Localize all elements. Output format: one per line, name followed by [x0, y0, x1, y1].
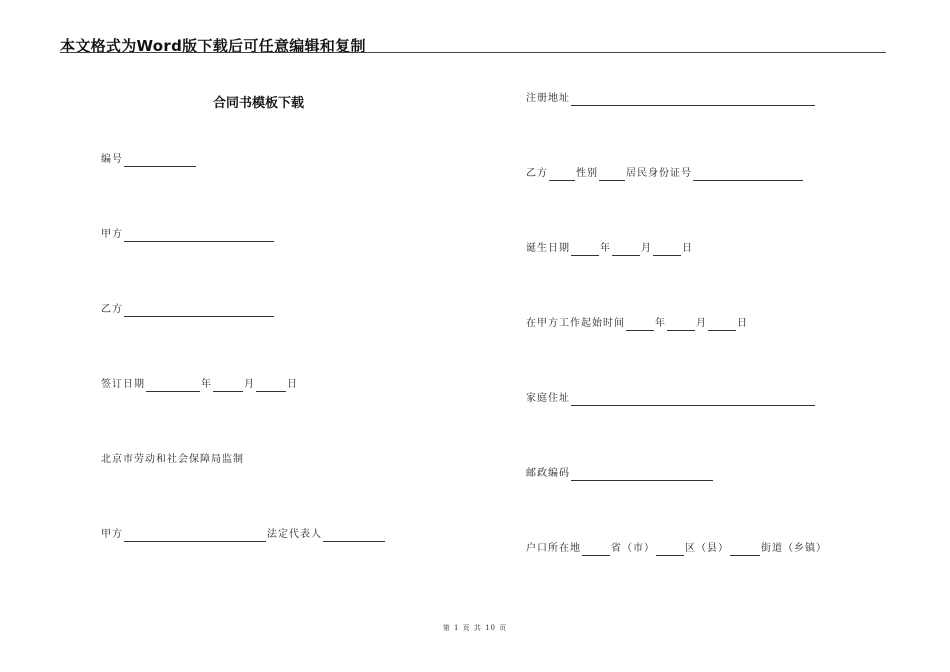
province-field[interactable]: [582, 544, 610, 556]
party-b-field[interactable]: [124, 305, 274, 317]
zip-code-row: [526, 467, 714, 481]
start-month-label: 月: [696, 318, 707, 329]
header-divider: [60, 52, 886, 53]
party-a-field[interactable]: [124, 230, 274, 242]
birth-date-row: [526, 242, 693, 256]
start-year-field[interactable]: [626, 319, 654, 331]
header-title: 本文格式为Word版下载后可任意编辑和复制: [60, 37, 366, 55]
birth-year-label: 年: [600, 243, 611, 254]
birth-month-label: 月: [641, 243, 652, 254]
legal-rep-field[interactable]: [323, 530, 385, 542]
gender-label: 性别: [576, 168, 598, 179]
home-address-label: 家庭住址: [526, 393, 570, 404]
party-b-label: 乙方: [101, 304, 123, 315]
id-label: 居民身份证号: [626, 168, 692, 179]
legal-rep-label: 法定代表人: [267, 529, 322, 540]
document-title: 合同书模板下载: [213, 96, 305, 111]
birth-label: 诞生日期: [526, 243, 570, 254]
start-year-label: 年: [655, 318, 666, 329]
street-label: 街道（乡镇）: [761, 543, 827, 554]
household-label: 户口所在地: [526, 543, 581, 554]
start-day-field[interactable]: [708, 319, 736, 331]
number-field[interactable]: [124, 155, 196, 167]
start-day-label: 日: [737, 318, 748, 329]
zip-code-label: 邮政编码: [526, 468, 570, 479]
sign-month-label: 月: [244, 379, 255, 390]
home-address-field[interactable]: [571, 394, 815, 406]
reg-address-field[interactable]: [571, 94, 815, 106]
sign-date-row: [101, 378, 298, 392]
household-row: [526, 542, 827, 556]
sign-year-field[interactable]: [146, 380, 200, 392]
birth-year-field[interactable]: [571, 244, 599, 256]
start-label: 在甲方工作起始时间: [526, 318, 625, 329]
province-label: 省（市）: [611, 543, 655, 554]
party-a-again-label: 甲方: [101, 529, 123, 540]
party-b-info-row: [526, 167, 804, 181]
sign-date-label: 签订日期: [101, 379, 145, 390]
sign-day-field[interactable]: [256, 380, 286, 392]
district-field[interactable]: [656, 544, 684, 556]
party-b-name-field[interactable]: [549, 169, 575, 181]
party-b-info-label: 乙方: [526, 168, 548, 179]
sign-day-label: 日: [287, 379, 298, 390]
start-month-field[interactable]: [667, 319, 695, 331]
district-label: 区（县）: [685, 543, 729, 554]
page-footer: 第 1 页 共 10 页: [442, 624, 508, 632]
gender-field[interactable]: [599, 169, 625, 181]
party-a-rep-row: [101, 528, 386, 542]
start-date-row: [526, 317, 748, 331]
sign-month-field[interactable]: [213, 380, 243, 392]
supervisor-row: [101, 453, 244, 467]
birth-day-label: 日: [682, 243, 693, 254]
birth-day-field[interactable]: [653, 244, 681, 256]
party-a-label: 甲方: [101, 229, 123, 240]
number-label: 编号: [101, 154, 123, 165]
id-field[interactable]: [693, 169, 803, 181]
party-a-row: [101, 228, 275, 242]
reg-address-label: 注册地址: [526, 93, 570, 104]
birth-month-field[interactable]: [612, 244, 640, 256]
party-b-row: [101, 303, 275, 317]
zip-code-field[interactable]: [571, 469, 713, 481]
party-a-again-field[interactable]: [124, 530, 266, 542]
number-row: [101, 153, 197, 167]
home-address-row: [526, 392, 816, 406]
street-field[interactable]: [730, 544, 760, 556]
reg-address-row: [526, 92, 816, 106]
sign-year-label: 年: [201, 379, 212, 390]
supervisor-text: 北京市劳动和社会保障局监制: [101, 454, 244, 465]
